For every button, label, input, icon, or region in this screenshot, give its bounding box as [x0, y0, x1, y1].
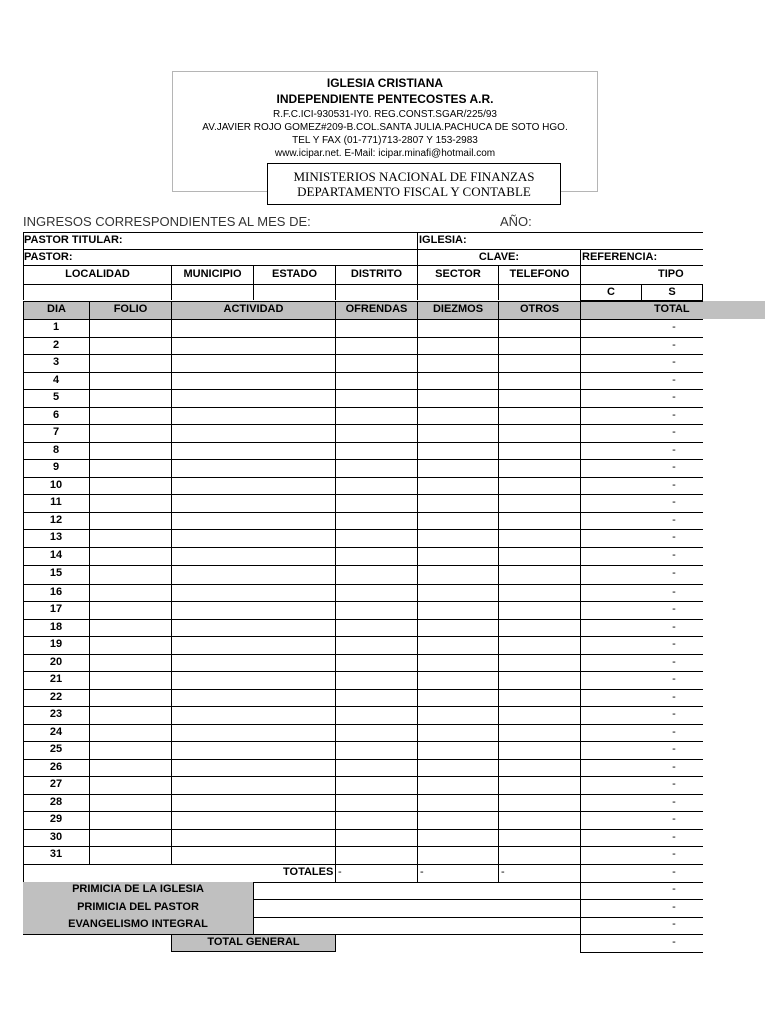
sector-header: SECTOR [435, 268, 481, 280]
day-number: 20 [49, 656, 63, 668]
row-total: - [672, 673, 676, 685]
day-number: 16 [49, 586, 63, 598]
department-line1: MINISTERIOS NACIONAL DE FINANZAS [293, 169, 535, 184]
row-separator [23, 354, 703, 355]
day-number: 14 [49, 549, 63, 561]
tipo-header: TIPO [658, 268, 684, 280]
day-number: 30 [49, 831, 63, 843]
row-total: - [672, 778, 676, 790]
department-box [267, 163, 561, 205]
row-separator [23, 442, 703, 443]
totales-label: TOTALES [283, 866, 334, 878]
row-separator [23, 794, 703, 795]
totales-diezmos: - [420, 866, 424, 878]
row-separator [23, 407, 703, 408]
primicia-pastor-total: - [672, 901, 676, 913]
pastor-titular-label: PASTOR TITULAR: [24, 234, 123, 246]
header-overflow [703, 301, 765, 319]
row-separator [23, 584, 703, 585]
row-separator [23, 512, 703, 513]
row-total: - [672, 796, 676, 808]
month-label: INGRESOS CORRESPONDIENTES AL MES DE: [23, 214, 311, 229]
row-total: - [672, 691, 676, 703]
dia-header: DIA [47, 303, 66, 315]
total-header: TOTAL [654, 303, 690, 315]
total-general-value: - [672, 936, 676, 948]
day-number: 25 [49, 743, 63, 755]
primicia-pastor-label: PRIMICIA DEL PASTOR [77, 901, 199, 913]
row-total: - [672, 514, 676, 526]
folio-header: FOLIO [113, 303, 148, 315]
row-separator [23, 619, 703, 620]
day-number: 1 [52, 321, 60, 333]
day-number: 28 [49, 796, 63, 808]
localidad-header: LOCALIDAD [65, 268, 130, 280]
totales-ofrendas: - [338, 866, 342, 878]
year-label: AÑO: [500, 214, 532, 229]
evangelismo-integral-total: - [672, 918, 676, 930]
church-name: IGLESIA CRISTIANA [326, 76, 444, 90]
row-separator [23, 776, 703, 777]
row-total: - [672, 409, 676, 421]
day-number: 15 [49, 567, 63, 579]
row-separator [23, 654, 703, 655]
church-address: AV.JAVIER ROJO GOMEZ#209-B.COL.SANTA JULIA.PACHUCA DE SOTO HGO. [202, 122, 568, 133]
clave-label: CLAVE: [478, 251, 520, 263]
row-total: - [672, 603, 676, 615]
row-total: - [672, 496, 676, 508]
ofrendas-header: OFRENDAS [345, 303, 408, 315]
row-separator [23, 601, 703, 602]
day-number: 12 [49, 514, 63, 526]
row-separator [23, 689, 703, 690]
referencia-label: REFERENCIA: [582, 251, 658, 263]
day-number: 7 [52, 426, 60, 438]
day-number: 10 [49, 479, 63, 491]
row-separator [23, 829, 703, 830]
day-number: 2 [52, 339, 60, 351]
totales-total: - [672, 866, 676, 878]
day-number: 21 [49, 673, 63, 685]
row-separator [23, 477, 703, 478]
row-total: - [672, 831, 676, 843]
row-separator [23, 759, 703, 760]
row-separator [23, 565, 703, 566]
day-number: 6 [52, 409, 60, 421]
row-total: - [672, 531, 676, 543]
total-general-underline [580, 952, 703, 953]
total-general-label: TOTAL GENERAL [207, 936, 300, 948]
church-web-email: www.icipar.net. E-Mail: icipar.minafi@hotmail.com [274, 148, 496, 159]
distrito-header: DISTRITO [350, 268, 403, 280]
row-separator [23, 636, 703, 637]
church-phone: TEL Y FAX (01-771)713-2807 Y 153-2983 [292, 135, 478, 146]
tipo-c-header: C [607, 286, 615, 298]
day-number: 13 [49, 531, 63, 543]
day-number: 18 [49, 621, 63, 633]
iglesia-label: IGLESIA: [419, 234, 467, 246]
day-number: 24 [49, 726, 63, 738]
telefono-header: TELEFONO [509, 268, 570, 280]
day-number: 26 [49, 761, 63, 773]
day-number: 23 [49, 708, 63, 720]
row-total: - [672, 743, 676, 755]
row-separator [23, 424, 703, 425]
row-total: - [672, 567, 676, 579]
row-total: - [672, 426, 676, 438]
row-total: - [672, 586, 676, 598]
row-separator [23, 811, 703, 812]
day-number: 31 [49, 848, 63, 860]
day-number: 5 [52, 391, 60, 403]
row-total: - [672, 339, 676, 351]
day-number: 17 [49, 603, 63, 615]
row-total: - [672, 461, 676, 473]
day-number: 19 [49, 638, 63, 650]
row-total: - [672, 391, 676, 403]
row-separator [23, 671, 703, 672]
church-rfc: R.F.C.ICI-930531-IY0. REG.CONST.SGAR/225/93 [273, 109, 497, 120]
row-separator [23, 846, 703, 847]
actividad-header: ACTIVIDAD [223, 303, 284, 315]
primicia-iglesia-label: PRIMICIA DE LA IGLESIA [72, 883, 204, 895]
row-total: - [672, 549, 676, 561]
day-number: 22 [49, 691, 63, 703]
row-total: - [672, 761, 676, 773]
row-separator [23, 337, 703, 338]
row-total: - [672, 726, 676, 738]
department-line2: DEPARTAMENTO FISCAL Y CONTABLE [297, 184, 531, 199]
row-total: - [672, 848, 676, 860]
row-total: - [672, 444, 676, 456]
row-separator [23, 724, 703, 725]
totales-otros: - [501, 866, 505, 878]
row-total: - [672, 479, 676, 491]
row-total: - [672, 708, 676, 720]
row-separator [23, 547, 703, 548]
diezmos-header: DIEZMOS [432, 303, 484, 315]
row-separator [23, 741, 703, 742]
day-number: 27 [49, 778, 63, 790]
church-name-line2: INDEPENDIENTE PENTECOSTES A.R. [276, 92, 494, 106]
row-total: - [672, 321, 676, 333]
row-total: - [672, 621, 676, 633]
row-separator [23, 706, 703, 707]
day-number: 4 [52, 374, 60, 386]
row-separator [23, 864, 703, 865]
tipo-s-header: S [668, 286, 676, 298]
row-total: - [672, 813, 676, 825]
day-number: 29 [49, 813, 63, 825]
row-total: - [672, 638, 676, 650]
row-separator [23, 372, 703, 373]
day-number: 3 [52, 356, 60, 368]
day-number: 11 [50, 496, 62, 508]
pastor-label: PASTOR: [24, 251, 73, 263]
municipio-header: MUNICIPIO [183, 268, 242, 280]
row-separator [23, 459, 703, 460]
estado-header: ESTADO [271, 268, 318, 280]
primicia-iglesia-total: - [672, 883, 676, 895]
row-separator [23, 389, 703, 390]
row-separator [23, 494, 703, 495]
day-number: 8 [52, 444, 60, 456]
row-total: - [672, 356, 676, 368]
row-total: - [672, 656, 676, 668]
day-number: 9 [52, 461, 60, 473]
row-total: - [672, 374, 676, 386]
otros-header: OTROS [519, 303, 560, 315]
row-separator [23, 529, 703, 530]
evangelismo-integral-label: EVANGELISMO INTEGRAL [68, 918, 208, 930]
